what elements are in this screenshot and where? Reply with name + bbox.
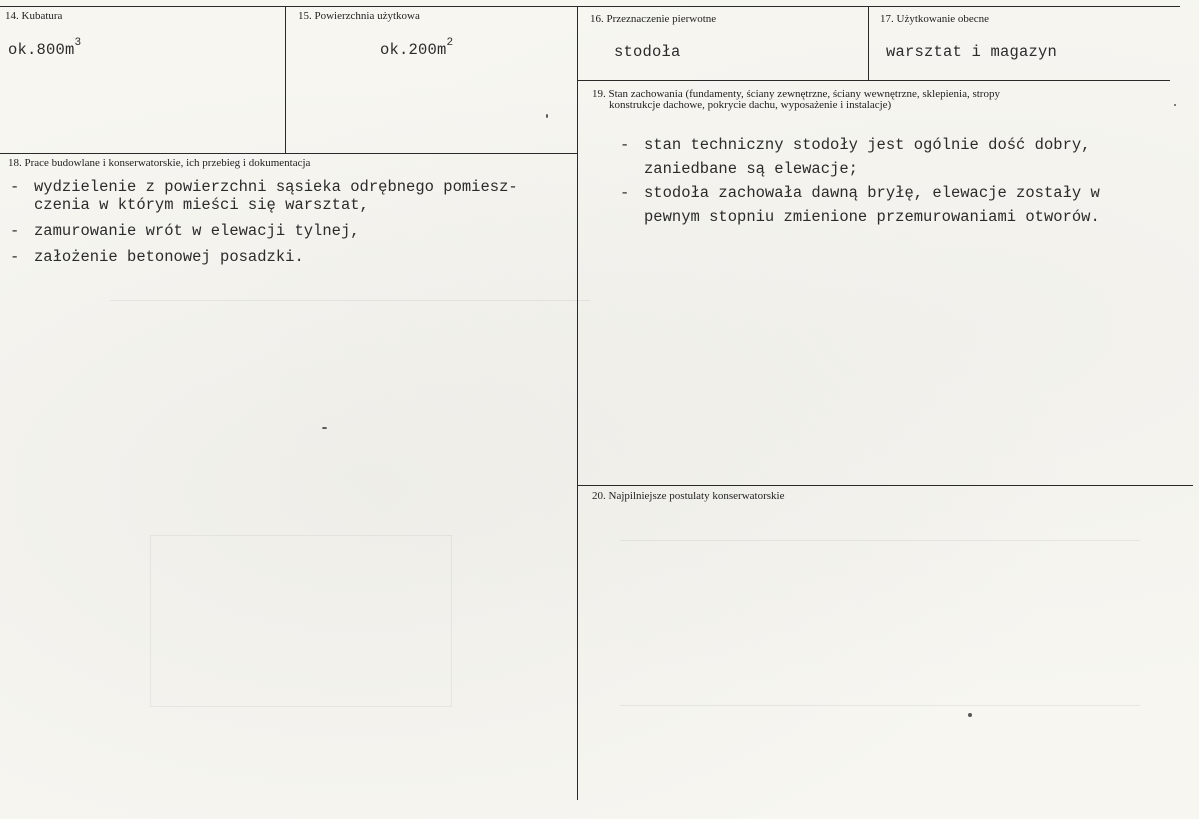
field-19-item — [620, 181, 1100, 229]
field-18-item-line: - zamurowanie wrót w elewacji tylnej, — [34, 222, 360, 240]
field-19-item-line: - stodoła zachowała dawną bryłę, elewacje zostały w — [644, 184, 1100, 202]
row-divider-20 — [578, 485, 1193, 486]
field-19-label-line2: konstrukcje dachowe, pokrycie dachu, wyposażenie i instalacje) — [609, 99, 892, 111]
field-18-item-line: - założenie betonowej posadzki. — [34, 248, 304, 266]
col-divider-16-17 — [868, 6, 869, 80]
field-19-item — [620, 133, 1100, 181]
field-18-label: 18. Prace budowlane i konserwatorskie, ich przebieg i dokumentacja — [8, 157, 311, 169]
field-14-value — [8, 37, 82, 60]
reverse-side-ghost-line — [620, 705, 1140, 706]
field-19-label-line1: 19. Stan zachowania (fundamenty, ściany zewnętrzne, ściany wewnętrzne, sklepienia, stropy — [592, 88, 1000, 100]
field-18-item — [10, 248, 518, 266]
field-18-item — [10, 222, 518, 240]
field-16-value: stodoła — [614, 43, 681, 61]
field-14-value-text: ok.800m — [8, 41, 75, 60]
field-19-item-line: pewnym stopniu zmienione przemurowaniami otworów. — [644, 208, 1100, 226]
reverse-side-ghost-line — [620, 540, 1140, 541]
field-18-item-line: - wydzielenie z powierzchni sąsieka odrębnego pomiesz- — [34, 178, 518, 196]
field-20-label: 20. Najpilniejsze postulaty konserwatorskie — [592, 490, 785, 502]
row-divider-18 — [0, 153, 578, 154]
field-18-list — [10, 178, 518, 266]
field-16-label: 16. Przeznaczenie pierwotne — [590, 13, 717, 25]
ink-speck — [1174, 104, 1176, 106]
field-15-value — [380, 37, 454, 60]
row-divider-19 — [578, 80, 1170, 81]
reverse-side-ghost-line — [110, 300, 590, 301]
top-border — [0, 6, 1180, 7]
col-divider-14-15 — [285, 6, 286, 153]
field-17-label: 17. Użytkowanie obecne — [880, 13, 990, 25]
ink-speck — [968, 713, 972, 717]
field-15-label: 15. Powierzchnia użytkowa — [298, 10, 420, 22]
reverse-side-ghost-frame — [150, 535, 452, 707]
field-19-item-line: - stan techniczny stodoły jest ogólnie dość dobry, — [644, 136, 1091, 154]
field-19-item-line: zaniedbane są elewacje; — [644, 160, 858, 178]
field-19-list — [620, 133, 1100, 229]
field-15-value-exponent: 2 — [446, 37, 454, 49]
ink-speck — [322, 427, 327, 429]
field-18-item-line: czenia w którym mieści się warsztat, — [34, 196, 369, 214]
field-14-value-exponent: 3 — [74, 37, 82, 49]
field-14-label: 14. Kubatura — [5, 10, 63, 22]
ink-speck — [546, 114, 548, 118]
field-15-value-text: ok.200m — [380, 41, 447, 60]
field-17-value: warsztat i magazyn — [886, 43, 1058, 61]
col-divider-main — [577, 6, 578, 800]
field-18-item — [10, 178, 518, 214]
